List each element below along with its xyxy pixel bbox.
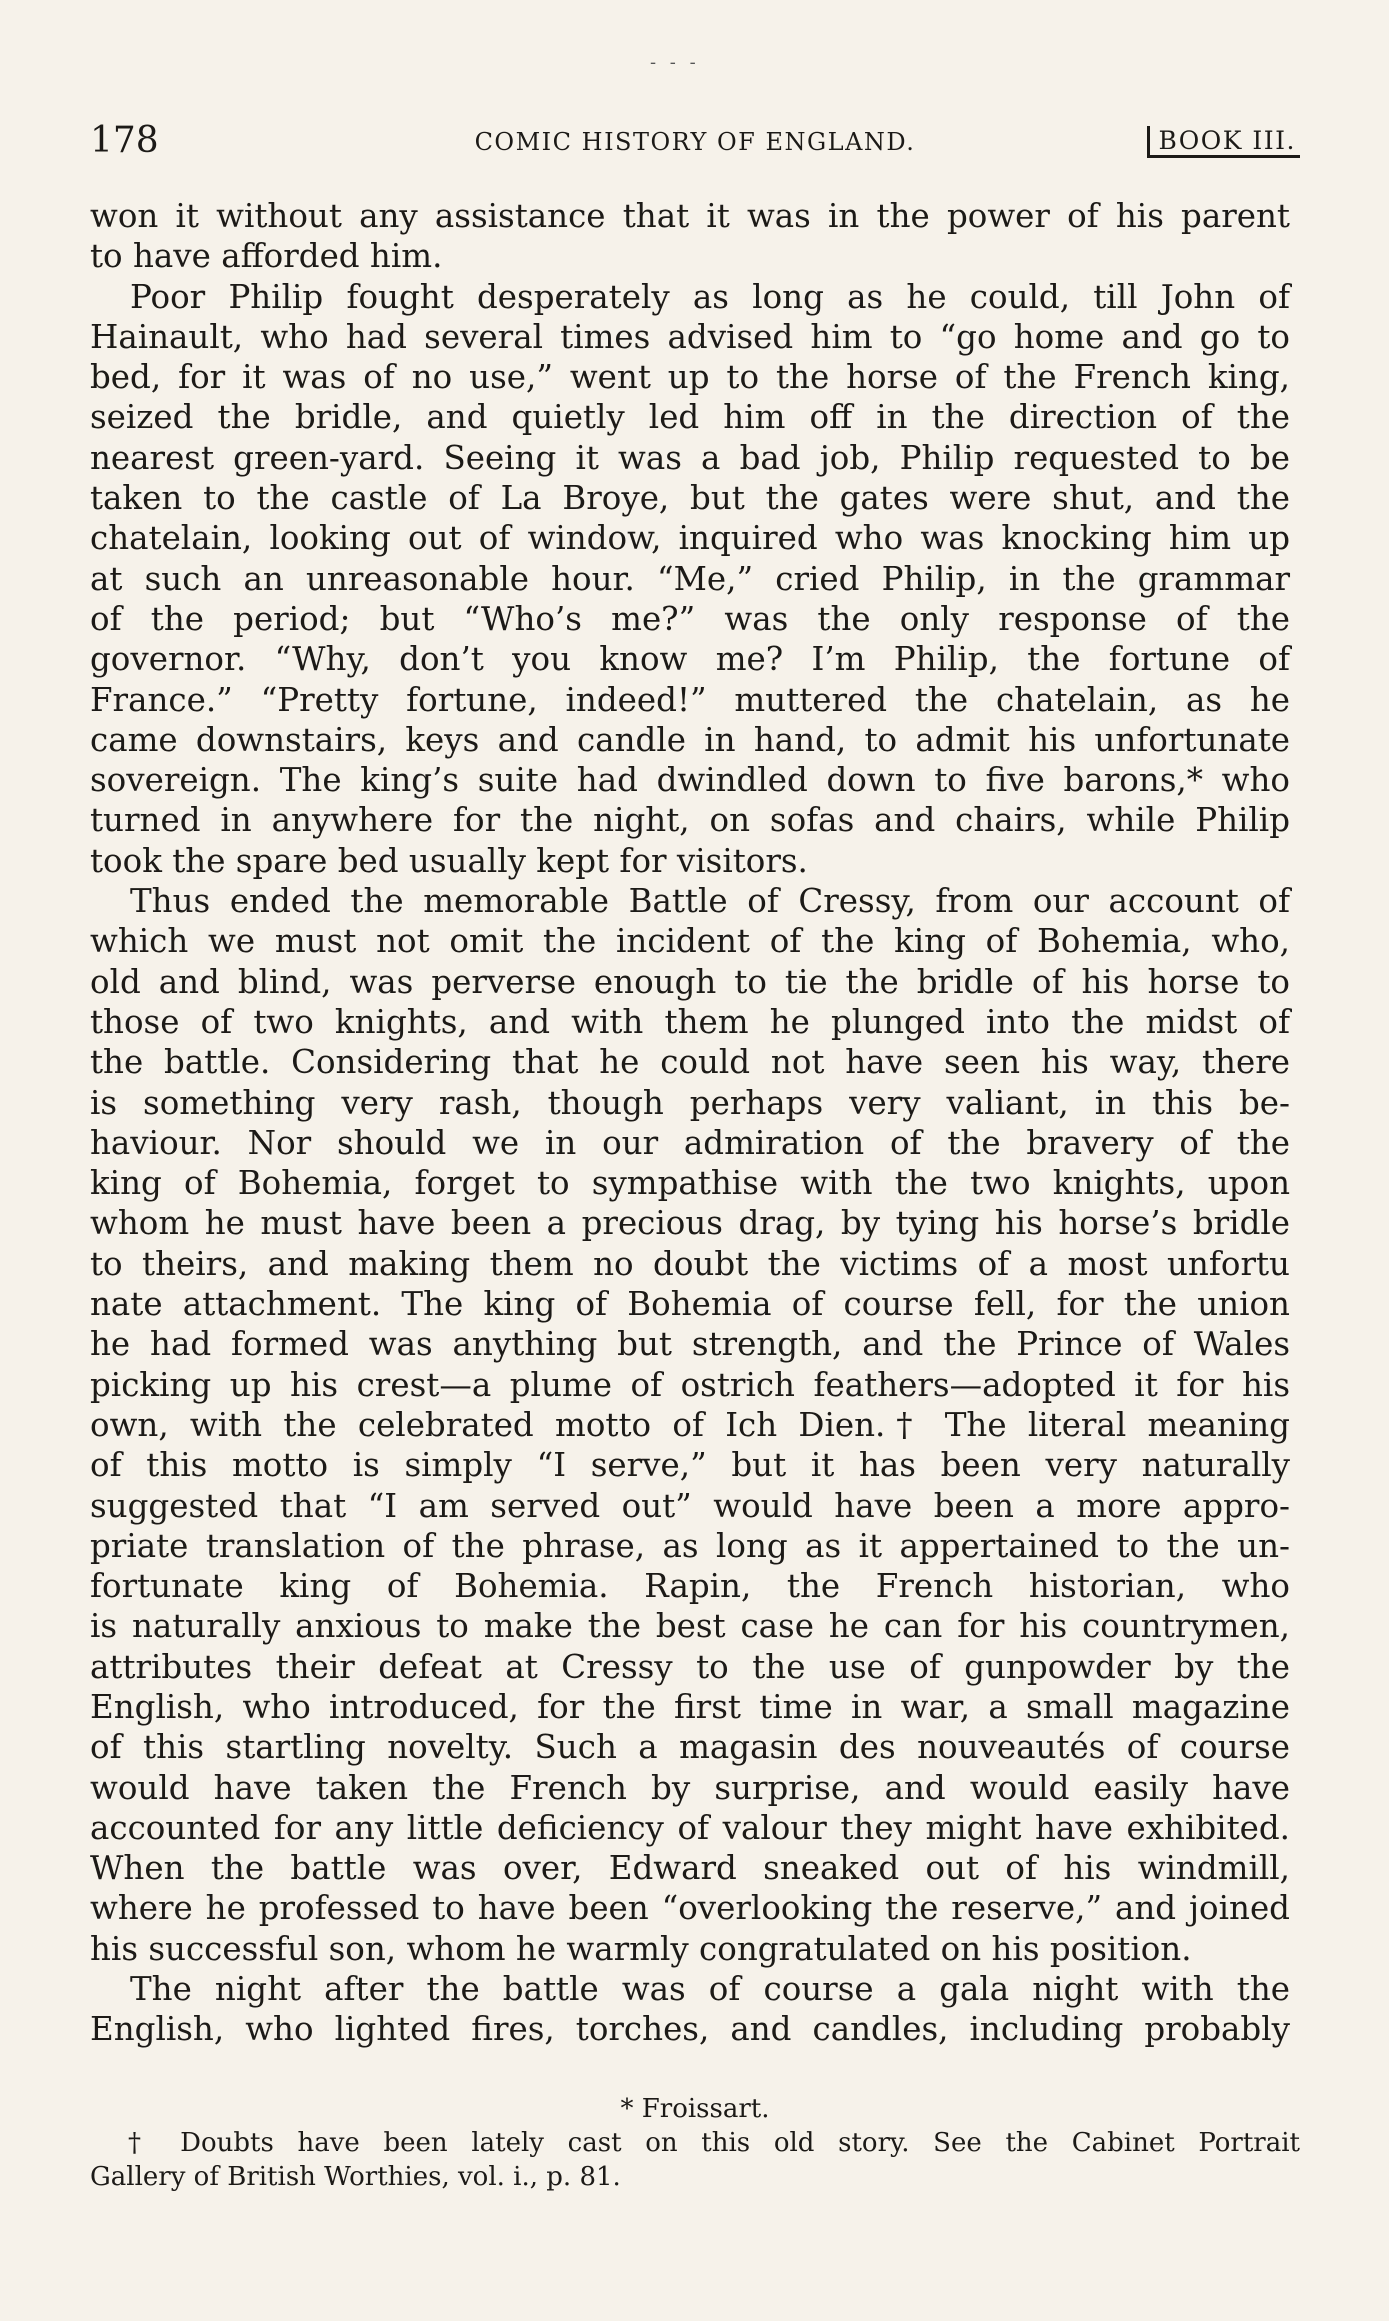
book-label: BOOK III. — [1147, 126, 1300, 158]
text-line: sovereign. The king’s suite had dwindled down to five barons,* who — [90, 761, 1290, 800]
text-line: of this startling novelty. Such a magasin des nouveautés of course — [90, 1728, 1290, 1767]
text-line: nate attachment. The king of Bohemia of course fell, for the union — [90, 1285, 1290, 1324]
text-line: at such an unreasonable hour. “Me,” cried Philip, in the grammar — [90, 559, 1290, 598]
text-line: haviour. Nor should we in our admiration of the bravery of the — [90, 1123, 1290, 1162]
text-line: to have afforded him. — [90, 237, 443, 276]
text-line: The night after the battle was of course a gala night with the — [130, 1970, 1290, 2009]
footnote-doubts-continued: Gallery of British Worthies, vol. i., p. 81. — [90, 2162, 621, 2192]
text-line: English, who introduced, for the first time in war, a small magazine — [90, 1687, 1290, 1726]
text-line: picking up his crest—a plume of ostrich feathers—adopted it for his — [90, 1365, 1290, 1404]
text-line: Hainault, who had several times advised him to “go home and go to — [90, 317, 1290, 356]
text-line: to theirs, and making them no doubt the victims of a most unfortu — [90, 1244, 1290, 1283]
text-line: fortunate king of Bohemia. Rapin, the French historian, who — [90, 1567, 1290, 1606]
text-line: is something very rash, though perhaps very valiant, in this be- — [90, 1083, 1290, 1122]
text-line: which we must not omit the incident of the king of Bohemia, who, — [90, 922, 1290, 961]
text-line: came downstairs, keys and candle in hand, to admit his unfortunate — [90, 720, 1290, 759]
text-line: attributes their defeat at Cressy to the use of gunpowder by the — [90, 1647, 1290, 1686]
text-line: Poor Philip fought desperately as long as he could, till John of — [130, 277, 1290, 316]
footnote-doubts: † Doubts have been lately cast on this old story. See the Cabinet Portrait — [128, 2128, 1300, 2158]
text-line: king of Bohemia, forget to sympathise with the two knights, upon — [90, 1164, 1290, 1203]
text-line: of the period; but “Who’s me?” was the only response of the — [90, 599, 1290, 638]
text-line: France.” “Pretty fortune, indeed!” muttered the chatelain, as he — [90, 680, 1290, 719]
text-line: Thus ended the memorable Battle of Cressy, from our account of — [130, 882, 1290, 921]
text-line: chatelain, looking out of window, inquired who was knocking him up — [90, 519, 1290, 558]
text-line: is naturally anxious to make the best case he can for his countrymen, — [90, 1607, 1290, 1646]
text-line: suggested that “I am served out” would have been a more appro- — [90, 1486, 1290, 1525]
text-line: bed, for it was of no use,” went up to the horse of the French king, — [90, 358, 1290, 397]
text-line: accounted for any little deficiency of valour they might have exhibited. — [90, 1808, 1290, 1847]
text-line: priate translation of the phrase, as long as it appertained to the un- — [90, 1526, 1290, 1565]
text-line: governor. “Why, don’t you know me? I’m Philip, the fortune of — [90, 640, 1290, 679]
text-line: those of two knights, and with them he plunged into the midst of — [90, 1002, 1290, 1041]
text-line: turned in anywhere for the night, on sofas and chairs, while Philip — [90, 801, 1290, 840]
text-line: taken to the castle of La Broye, but the gates were shut, and the — [90, 479, 1290, 518]
text-line: won it without any assistance that it was in the power of his parent — [90, 197, 1290, 235]
text-line: When the battle was over, Edward sneaked out of his windmill, — [90, 1849, 1290, 1888]
top-mark: - - - — [650, 52, 700, 73]
body-text — [90, 196, 1290, 2050]
footnote-froissart: * Froissart. — [620, 2094, 770, 2124]
text-line: of this motto is simply “I serve,” but it has been very naturally — [90, 1446, 1290, 1485]
page-header — [90, 112, 1300, 172]
text-line: nearest green-yard. Seeing it was a bad job, Philip requested to be — [90, 438, 1290, 477]
text-line: old and blind, was perverse enough to tie the bridle of his horse to — [90, 962, 1290, 1001]
text-line: whom he must have been a precious drag, by tying his horse’s bridle — [90, 1204, 1290, 1243]
text-line: took the spare bed usually kept for visitors. — [90, 841, 808, 880]
text-line: seized the bridle, and quietly led him off in the direction of the — [90, 398, 1290, 437]
footnotes — [90, 2092, 1300, 2194]
text-line: he had formed was anything but strength, and the Prince of Wales — [90, 1325, 1290, 1364]
text-line: the battle. Considering that he could not have seen his way, there — [90, 1043, 1290, 1082]
page-number: 178 — [90, 120, 159, 161]
text-line: his successful son, whom he warmly congratulated on his position. — [90, 1929, 1192, 1968]
text-line: would have taken the French by surprise, and would easily have — [90, 1768, 1290, 1807]
text-line: own, with the celebrated motto of Ich Dien.† The literal meaning — [90, 1405, 1290, 1444]
running-title: COMIC HISTORY OF ENGLAND. — [474, 128, 916, 156]
text-line: English, who lighted fires, torches, and candles, including probably — [90, 2010, 1290, 2049]
text-line: where he professed to have been “overlooking the reserve,” and joined — [90, 1889, 1290, 1928]
